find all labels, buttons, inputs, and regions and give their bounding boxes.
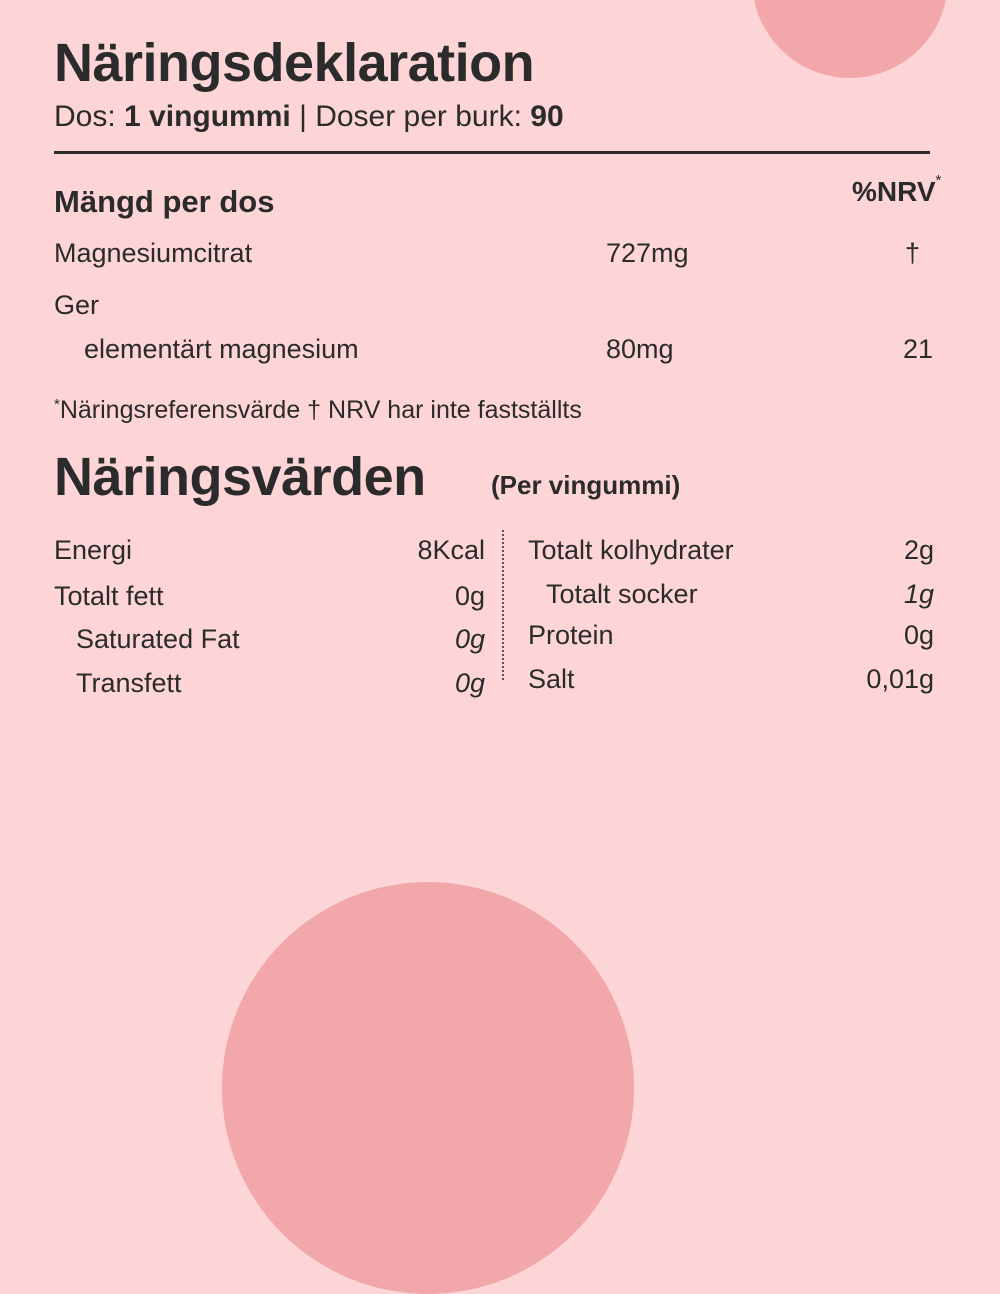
nrv-header	[852, 172, 942, 208]
serving-info	[54, 100, 564, 134]
nutrient-name: Totalt fett	[54, 581, 164, 611]
declaration-row-nrv: †	[905, 238, 921, 268]
nutrition-values-title: Näringsvärden	[54, 447, 426, 507]
nutrient-value: 0g	[454, 581, 485, 611]
nutrient-name: Totalt socker	[546, 579, 698, 609]
amount-per-dose-header: Mängd per dos	[54, 184, 275, 219]
nutrient-value: 8Kcal	[417, 535, 485, 565]
footnote	[54, 396, 582, 425]
nutrient-value: 1g	[903, 579, 934, 609]
declaration-row-nrv: 21	[903, 334, 934, 364]
nutrient-name: Protein	[528, 620, 614, 650]
nutrient-name: Totalt kolhydrater	[528, 535, 734, 565]
column-divider	[502, 530, 504, 680]
nutrient-value: 0g	[454, 624, 485, 654]
decorative-circle-top	[752, 0, 948, 78]
nutrient-name: Salt	[528, 664, 575, 694]
nutrition-values-subtitle: (Per vingummi)	[491, 470, 681, 500]
nrv-marker: *	[935, 172, 942, 189]
nutrient-name: Energi	[54, 535, 133, 565]
nutrient-name: Saturated Fat	[76, 624, 240, 654]
nrv-header-label: %NRV	[852, 176, 936, 207]
nutrient-name: Transfett	[76, 668, 182, 698]
nutrient-value: 0g	[903, 620, 934, 650]
declaration-row-name: Ger	[54, 290, 100, 320]
footnote-text: Näringsreferensvärde † NRV har inte fastställts	[59, 396, 582, 424]
declaration-row-name: Magnesiumcitrat	[54, 238, 253, 268]
footnote-marker: *	[54, 396, 60, 413]
declaration-row-amount: 727mg	[606, 238, 689, 268]
nutrient-value: 0,01g	[866, 664, 934, 694]
nutrition-declaration-title: Näringsdeklaration	[54, 33, 535, 93]
declaration-row-amount: 80mg	[606, 334, 674, 364]
nutrient-value: 2g	[903, 535, 934, 565]
declaration-row-name: elementärt magnesium	[84, 334, 359, 364]
serving-size: 1 vingummi	[124, 100, 291, 133]
servings-separator: | Doser per burk:	[290, 100, 531, 133]
servings-count: 90	[530, 100, 564, 133]
header-rule	[54, 151, 930, 154]
decorative-circle-bottom	[222, 882, 634, 1294]
nutrient-value: 0g	[454, 668, 485, 698]
serving-prefix: Dos:	[54, 100, 125, 133]
